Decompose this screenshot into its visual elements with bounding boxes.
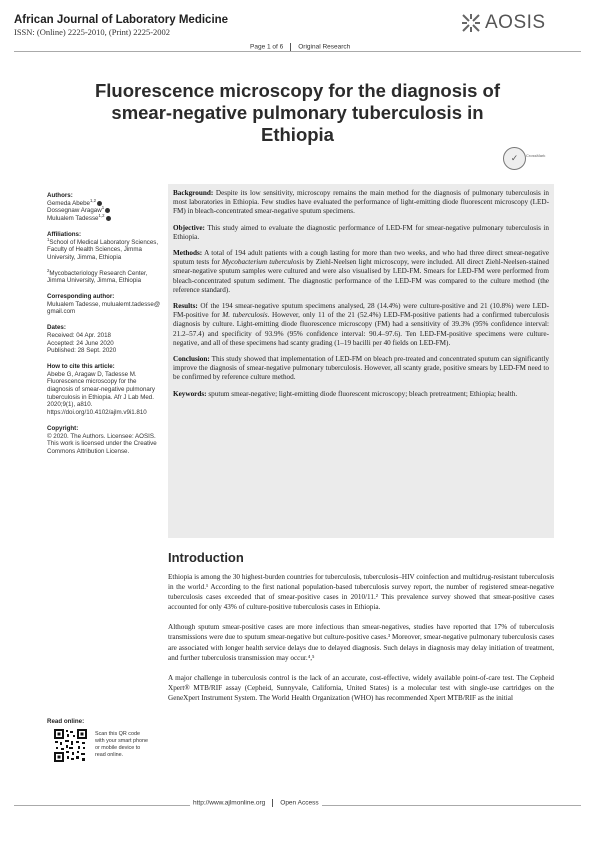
article-sidebar xyxy=(47,192,162,456)
qr-code-icon[interactable] xyxy=(54,729,87,762)
author-item: Dossegnaw Aragaw$^1$ xyxy=(47,207,162,215)
crossmark-label: CrossMark xyxy=(526,153,546,158)
date-received: Received: 04 Apr. 2018 xyxy=(47,331,111,339)
open-access-label: Open Access xyxy=(280,799,319,807)
intro-paragraph-2: Although sputum smear-positive cases are more infectious than smear-negatives, studies have reported that 17% of tuberculosis transmissions were due to sputum smear-negative but culture-positive cases.³ Moreover, smear-negative pulmonary tuberculosis cases are associated with longer health service delays due to delayed diagnosis. Such delays in diagnosis may delay initiation of treatment, and further tuberculosis transmission may occur.⁴,⁵ xyxy=(168,623,554,662)
aosis-logo-icon xyxy=(461,13,481,33)
article-title: Fluorescence microscopy for the diagnosis of smear-negative pulmonary tuberculosis in Ethiopia xyxy=(94,80,501,145)
abstract-box xyxy=(168,184,554,538)
introduction-heading: Introduction xyxy=(168,550,244,565)
copyright-heading: Copyright: xyxy=(47,424,79,432)
crossmark-icon[interactable]: ✓ xyxy=(503,147,526,170)
abstract-objective: Objective: This study aimed to evaluate the diagnostic performance of LED-FM for smear-negative pulmonary tuberculosis in Ethiopia. xyxy=(173,223,549,241)
abstract-background: Background: Despite its low sensitivity, microscopy remains the main method for the diagnosis of pulmonary tuberculosis in most laboratories in Ethiopia. Few studies have evaluated the performance of light-emitting diode fluorescent microscopy (LED-FM) in bleach-concentrated smear-negative sputum specimens. xyxy=(173,189,550,216)
date-published: Published: 28 Sept. 2020 xyxy=(47,347,117,355)
date-accepted: Accepted: 24 June 2020 xyxy=(47,339,114,347)
abstract-methods: Methods: A total of 194 adult patients with a cough lasting for more than two weeks, and who had three direct smear-negative sputum tests for Mycobacterium tuberculosis by Ziehl-Neelsen light microscopy, were included. All direct Ziehl-Neelsen-stained smear-negative sputum samples were cultured and were also visualised by LED-FM. Smears for LED-FM were performed from bleach-concentrated sputum sediment. The diagnostic performance of the LED-FM was compared to the culture method (the reference standard). xyxy=(173,249,550,294)
intro-paragraph-3: A major challenge in tuberculosis control is the lack of an accurate, cost-effective, widely available point-of-care test. The Cepheid Xpert® MTB/RIF assay (Cepheid, Sunnyvale, California, United States) is a molecular test with single-use cartridges on the GeneXpert Instrument System. The World Health Organization (WHO) has recommended Xpert MTB/RIF as the initial xyxy=(168,673,554,702)
cite-heading: How to cite this article: xyxy=(47,362,115,370)
intro-paragraph-1: Ethiopia is among the 30 highest-burden countries for tuberculosis, tuberculosis–HIV coinfection and multidrug-resistant tuberculosis in the world.¹ According to the first national population-based tuberculosis survey report, the number of registered smear-negative tuberculosis cases exceeded that of smear-positive cases in 2010/11.² This prevalence survey showed that smear-positive cases accounted for only 43% of culture-positive tuberculosis cases in Ethiopia. xyxy=(168,573,554,612)
page-number: Page 1 of 6 xyxy=(250,43,284,51)
read-online xyxy=(47,718,162,758)
orcid-icon[interactable] xyxy=(105,208,110,213)
author-item: Gemeda Abebe$^{1,2}$ xyxy=(47,200,162,208)
page-info xyxy=(248,43,352,51)
qr-instructions: Scan this QR code with your smart phone or mobile device to read online. xyxy=(95,731,149,758)
journal-url[interactable]: http://www.ajlmonline.org xyxy=(193,799,266,807)
citation[interactable]: Abebe G, Aragaw D, Tadesse M. Fluorescence microscopy for the diagnosis of smear-negative pulmonary tuberculosis in Ethiopia. Afr J Lab Med. 2020;9(1), a810. https://doi.org/10.4102/ajlm.v9i1.810 xyxy=(47,370,155,417)
issn-line: ISSN: (Online) 2225-2010, (Print) 2225-2002 xyxy=(14,27,171,37)
abstract-keywords: Keywords: sputum smear-negative; light-emitting diode fluorescent microscopy; bleach pretreatment; Ethiopia; health. xyxy=(173,389,518,398)
affiliation-2: $^2$Mycobacteriology Research Center, Jimma University, Jimma, Ethiopia xyxy=(47,267,148,285)
authors-heading: Authors: xyxy=(47,192,73,199)
corresponding-author[interactable]: Mulualem Tadesse, mulualemt.tadesse@gmail.com xyxy=(47,300,161,316)
corresponding-heading: Corresponding author: xyxy=(47,293,115,301)
header-rule xyxy=(14,51,581,52)
abstract-conclusion: Conclusion: This study showed that implementation of LED-FM on bleach pre-treated and concentrated sputum can significantly improve the diagnosis of smear-negative pulmonary tuberculosis. However, all scanty grade, positive smears by LED-FM need to be confirmed by reference culture method. xyxy=(173,355,550,382)
abstract-results: Results: Of the 194 smear-negative sputum specimens analysed, 28 (14.4%) were culture-positive and 21 (10.8%) were LED-FM-positive for M. tuberculosis. However, only 11 of the 21 (52.4%) LED-FM-positive patients had a confirmed tuberculosis diagnosis by culture. Light-emitting diode fluorescence microscopy (FM) had a sensitivity of 39.3% (95% confidence interval: 21.2–57.4) and specificity of 93.9% (95% confidence interval: 90.4–97.6). Ten LED-FM-positive specimens were culture-negative, and all of these specimens had scanty grading (1–19 bacilli per 40 fields on LED-FM). xyxy=(173,302,550,347)
aosis-logo xyxy=(461,12,546,34)
dates-heading: Dates: xyxy=(47,324,66,332)
author-item: Mulualem Tadesse$^{1,2}$ xyxy=(47,215,162,223)
journal-name: African Journal of Laboratory Medicine xyxy=(14,14,229,26)
copyright-text: © 2020. The Authors. Licensee: AOSIS. This work is licensed under the Creative Commons Attribution License. xyxy=(47,432,157,455)
page-footer xyxy=(190,799,322,807)
introduction-body xyxy=(168,572,554,713)
affiliation-1: $^1$School of Medical Laboratory Sciences, Faculty of Health Sciences, Jimma University, Jimma, Ethiopia xyxy=(47,236,159,261)
article-section: Original Research xyxy=(298,43,351,51)
orcid-icon[interactable] xyxy=(106,216,111,221)
affiliations-heading: Affiliations: xyxy=(47,230,82,238)
read-online-heading: Read online: xyxy=(47,718,85,725)
logo-text: AOSIS xyxy=(485,12,546,33)
